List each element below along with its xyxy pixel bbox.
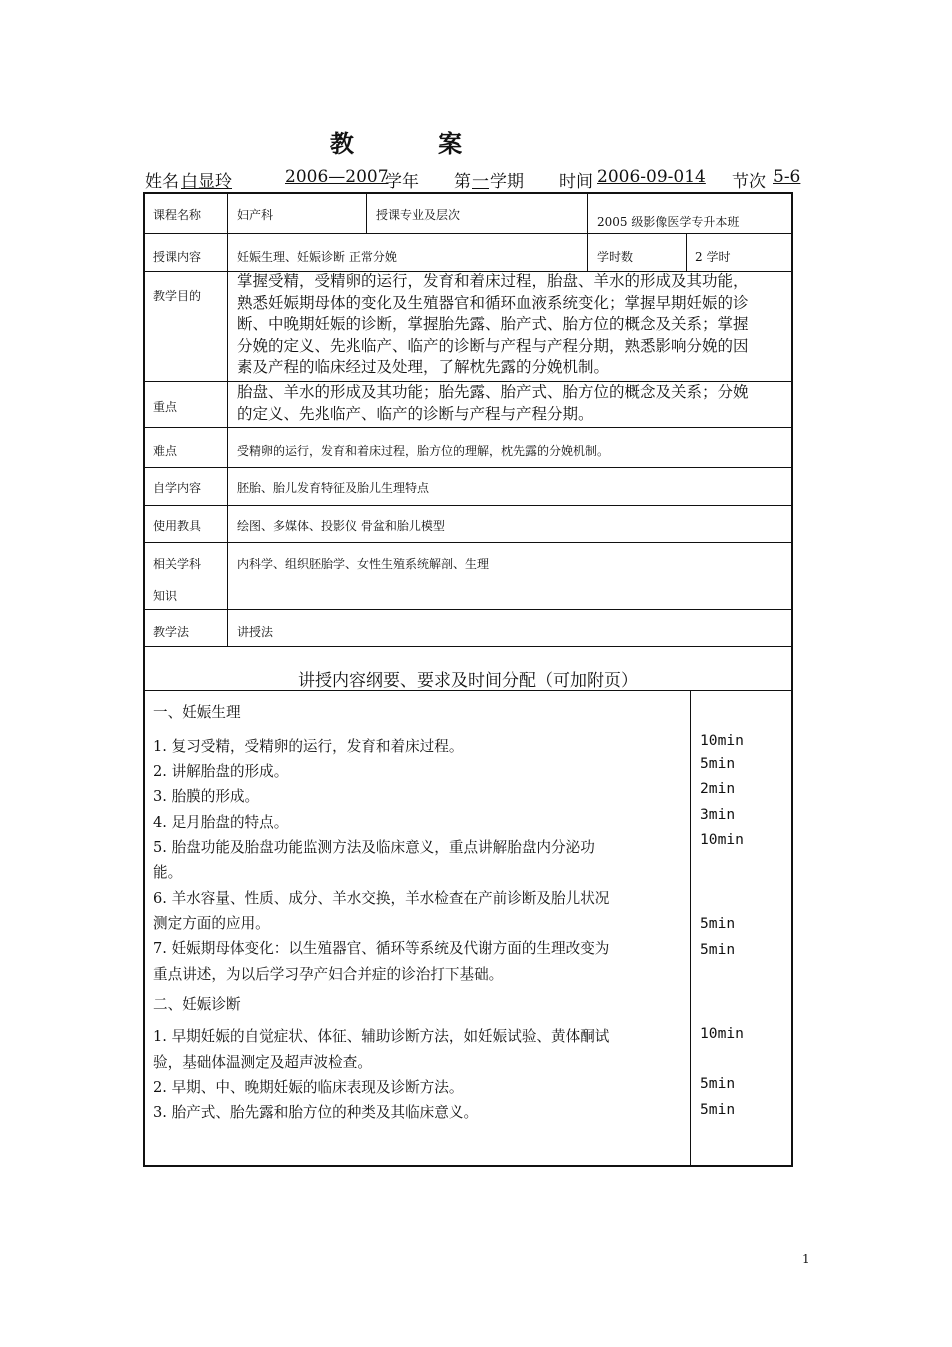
self-study-value: 胚胎、胎儿发育特征及胎儿生理特点 (237, 481, 430, 495)
column-divider (587, 192, 588, 271)
goal-line: 熟悉妊娠期母体的变化及生殖器官和循环血液系统变化；掌握早期妊娠的诊 (237, 293, 749, 312)
course-name-label: 课程名称 (153, 208, 202, 222)
goal-line: 断、中晚期妊娠的诊断，掌握胎先露、胎产式、胎方位的概念及关系；掌握 (237, 315, 749, 334)
related-label-cont: 知识 (153, 589, 178, 603)
outline-line: 验，基础体温测定及超声波检查。 (153, 1054, 372, 1071)
outline-line: 5. 胎盘功能及胎盘功能监测方法及临床意义，重点讲解胎盘内分泌功 (153, 839, 595, 856)
time-value: 2006-09-014 (597, 167, 706, 187)
key-line: 胎盘、羊水的形成及其功能；胎先露、胎产式、胎方位的概念及关系；分娩 (237, 383, 749, 401)
time-allocation: 3min (700, 806, 736, 823)
goal-line: 掌握受精，受精卵的运行，发育和着床过程，胎盘、羊水的形成及其功能， (237, 272, 749, 290)
time-allocation: 5min (700, 755, 736, 772)
outline-line: 3. 胎膜的形成。 (153, 788, 260, 805)
row-divider (143, 427, 793, 428)
difficult-value: 受精卵的运行，发育和着床过程，胎方位的理解，枕先露的分娩机制。 (237, 444, 610, 458)
outline-line: 测定方面的应用。 (153, 915, 270, 932)
time-allocation: 5min (700, 1075, 736, 1092)
outline-line: 2. 早期、中、晚期妊娠的临床表现及诊断方法。 (153, 1079, 464, 1096)
key-line: 的定义、先兆临产、临产的诊断与产程与产程分期。 (237, 404, 594, 423)
self-study-label: 自学内容 (153, 481, 202, 495)
content-value: 妊娠生理、妊娠诊断 正常分娩 (237, 250, 397, 264)
year-label: 学年 (385, 172, 419, 192)
column-divider (227, 192, 228, 646)
method-value: 讲授法 (237, 625, 274, 639)
row-divider (143, 542, 793, 543)
goal-text (237, 271, 789, 379)
column-divider (690, 690, 691, 1167)
outline-line: 能。 (153, 864, 183, 881)
outline-line: 3. 胎产式、胎先露和胎方位的种类及其临床意义。 (153, 1104, 479, 1121)
outline-line: 二、妊娠诊断 (153, 996, 241, 1013)
tools-value: 绘图、多媒体、投影仪 骨盆和胎儿模型 (237, 519, 445, 533)
term-value: 一 (472, 172, 489, 192)
time-allocation: 10min (700, 831, 744, 848)
goal-label: 教学目的 (153, 289, 202, 303)
time-label: 时间 (559, 172, 593, 192)
hours-label: 学时数 (597, 250, 634, 264)
time-allocation: 10min (700, 1025, 744, 1042)
row-divider (143, 609, 793, 610)
column-divider (366, 192, 367, 233)
time-allocation: 5min (700, 1101, 736, 1118)
period-label: 节次 (732, 172, 766, 192)
row-divider (143, 646, 793, 647)
major-value: 2005 级影像医学专升本班 (597, 215, 740, 229)
term-suffix: 学期 (490, 172, 524, 192)
outline-line: 7. 妊娠期母体变化：以生殖器官、循环等系统及代谢方面的生理改变为 (153, 940, 610, 957)
key-text (237, 382, 789, 425)
course-name-value: 妇产科 (237, 208, 274, 222)
row-divider (143, 505, 793, 506)
time-allocation: 5min (700, 915, 736, 932)
tools-label: 使用教具 (153, 519, 202, 533)
key-label: 重点 (153, 400, 178, 414)
name-value: 白显玲 (181, 172, 232, 192)
goal-line: 分娩的定义、先兆临产、临产的诊断与产程与产程分期，熟悉影响分娩的因 (237, 336, 749, 355)
time-allocation: 2min (700, 780, 736, 797)
content-label: 授课内容 (153, 250, 202, 264)
column-divider (686, 233, 687, 271)
row-divider (143, 233, 793, 234)
year-value: 2006—2007 (285, 167, 389, 187)
outline-line: 6. 羊水容量、性质、成分、羊水交换，羊水检查在产前诊断及胎儿状况 (153, 890, 610, 907)
major-label: 授课专业及层次 (376, 208, 461, 222)
name-label: 姓名 (145, 172, 179, 192)
outline-line: 一、妊娠生理 (153, 704, 241, 721)
document-title: 教 案 (329, 129, 501, 158)
hours-value: 2 学时 (695, 250, 731, 264)
outline-title: 讲授内容纲要、要求及时间分配（可加附页） (298, 671, 638, 691)
goal-line: 素及产程的临床经过及处理，了解枕先露的分娩机制。 (237, 358, 610, 377)
row-divider (143, 467, 793, 468)
related-label: 相关学科 (153, 557, 202, 571)
outline-line: 重点讲述，为以后学习孕产妇合并症的诊治打下基础。 (153, 966, 504, 983)
related-value: 内科学、组织胚胎学、女性生殖系统解剖、生理 (237, 557, 490, 571)
method-label: 教学法 (153, 625, 190, 639)
outline-line: 4. 足月胎盘的特点。 (153, 814, 289, 831)
outline-line: 1. 早期妊娠的自觉症状、体征、辅助诊断方法，如妊娠试验、黄体酮试 (153, 1028, 610, 1045)
time-allocation: 10min (700, 732, 744, 749)
period-value: 5-6 (773, 167, 801, 187)
outline-line: 1. 复习受精，受精卵的运行，发育和着床过程。 (153, 738, 464, 755)
page-number: 1 (802, 1252, 810, 1266)
term-prefix: 第 (454, 172, 471, 192)
outline-line: 2. 讲解胎盘的形成。 (153, 763, 289, 780)
time-allocation: 5min (700, 941, 736, 958)
difficult-label: 难点 (153, 444, 178, 458)
